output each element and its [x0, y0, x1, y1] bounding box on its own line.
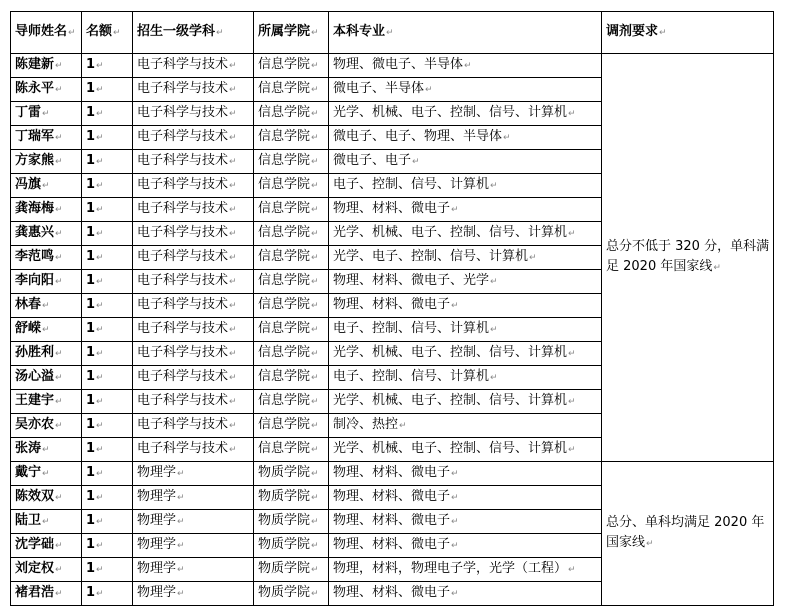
major-cell: 物理、材料、微电子↵: [329, 534, 602, 558]
major-cell: 物理、微电子、半导体↵: [329, 54, 602, 78]
advisor-name-cell: 丁瑞军↵: [11, 126, 82, 150]
table-body: [11, 54, 774, 606]
advisor-name-cell: 沈学础↵: [11, 534, 82, 558]
advisor-name-cell: 林春↵: [11, 294, 82, 318]
quota-cell: 1↵: [82, 486, 133, 510]
discipline-cell: 电子科学与技术↵: [133, 78, 254, 102]
advisor-name-cell: 陆卫↵: [11, 510, 82, 534]
advisor-name-cell: 李向阳↵: [11, 270, 82, 294]
college-cell: 信息学院↵: [254, 222, 329, 246]
college-cell: 信息学院↵: [254, 54, 329, 78]
quota-cell: 1↵: [82, 270, 133, 294]
major-cell: 物理、材料、微电子↵: [329, 294, 602, 318]
discipline-cell: 电子科学与技术↵: [133, 54, 254, 78]
major-cell: 电子、控制、信号、计算机↵: [329, 366, 602, 390]
advisor-name-cell: 刘定权↵: [11, 558, 82, 582]
advisor-table: [10, 11, 774, 606]
major-cell: 微电子、半导体↵: [329, 78, 602, 102]
discipline-cell: 电子科学与技术↵: [133, 390, 254, 414]
quota-cell: 1↵: [82, 438, 133, 462]
header-cell: 导师姓名↵: [11, 12, 82, 54]
advisor-name-cell: 方家熊↵: [11, 150, 82, 174]
major-cell: 物理、材料、微电子↵: [329, 486, 602, 510]
requirement-cell: 总分、单科均满足 2020 年国家线↵: [602, 462, 774, 606]
header-cell: 所属学院↵: [254, 12, 329, 54]
college-cell: 物质学院↵: [254, 462, 329, 486]
college-cell: 信息学院↵: [254, 102, 329, 126]
major-cell: 光学、机械、电子、控制、信号、计算机↵: [329, 438, 602, 462]
college-cell: 信息学院↵: [254, 294, 329, 318]
major-cell: 物理、材料、微电子、光学↵: [329, 270, 602, 294]
college-cell: 信息学院↵: [254, 366, 329, 390]
quota-cell: 1↵: [82, 78, 133, 102]
quota-cell: 1↵: [82, 102, 133, 126]
discipline-cell: 电子科学与技术↵: [133, 174, 254, 198]
major-cell: 光学、电子、控制、信号、计算机↵: [329, 246, 602, 270]
advisor-name-cell: 陈效双↵: [11, 486, 82, 510]
college-cell: 信息学院↵: [254, 318, 329, 342]
advisor-name-cell: 褚君浩↵: [11, 582, 82, 606]
advisor-name-cell: 龚海梅↵: [11, 198, 82, 222]
discipline-cell: 电子科学与技术↵: [133, 198, 254, 222]
discipline-cell: 电子科学与技术↵: [133, 294, 254, 318]
advisor-name-cell: 吴亦农↵: [11, 414, 82, 438]
college-cell: 信息学院↵: [254, 414, 329, 438]
quota-cell: 1↵: [82, 222, 133, 246]
header-row: [11, 12, 774, 54]
major-cell: 物理、材料、微电子↵: [329, 198, 602, 222]
discipline-cell: 电子科学与技术↵: [133, 222, 254, 246]
quota-cell: 1↵: [82, 534, 133, 558]
header-cell: 调剂要求↵: [602, 12, 774, 54]
major-cell: 微电子、电子、物理、半导体↵: [329, 126, 602, 150]
discipline-cell: 电子科学与技术↵: [133, 150, 254, 174]
header-cell: 本科专业↵: [329, 12, 602, 54]
quota-cell: 1↵: [82, 342, 133, 366]
advisor-name-cell: 陈建新↵: [11, 54, 82, 78]
discipline-cell: 电子科学与技术↵: [133, 126, 254, 150]
discipline-cell: 电子科学与技术↵: [133, 102, 254, 126]
discipline-cell: 物理学↵: [133, 558, 254, 582]
discipline-cell: 电子科学与技术↵: [133, 342, 254, 366]
advisor-name-cell: 陈永平↵: [11, 78, 82, 102]
major-cell: 物理、材料、微电子↵: [329, 510, 602, 534]
quota-cell: 1↵: [82, 390, 133, 414]
discipline-cell: 物理学↵: [133, 462, 254, 486]
college-cell: 物质学院↵: [254, 558, 329, 582]
requirement-cell: 总分不低于 320 分，单科满足 2020 年国家线↵: [602, 54, 774, 462]
major-cell: 电子、控制、信号、计算机↵: [329, 318, 602, 342]
major-cell: 光学、机械、电子、控制、信号、计算机↵: [329, 390, 602, 414]
major-cell: 光学、机械、电子、控制、信号、计算机↵: [329, 342, 602, 366]
table-row: [11, 54, 774, 78]
quota-cell: 1↵: [82, 294, 133, 318]
advisor-name-cell: 冯旗↵: [11, 174, 82, 198]
quota-cell: 1↵: [82, 414, 133, 438]
advisor-name-cell: 龚惠兴↵: [11, 222, 82, 246]
advisor-name-cell: 王建宇↵: [11, 390, 82, 414]
table-row: [11, 462, 774, 486]
major-cell: 物理，材料，物理电子学，光学（工程）↵: [329, 558, 602, 582]
major-cell: 制冷、热控↵: [329, 414, 602, 438]
college-cell: 物质学院↵: [254, 510, 329, 534]
college-cell: 信息学院↵: [254, 342, 329, 366]
discipline-cell: 电子科学与技术↵: [133, 414, 254, 438]
college-cell: 信息学院↵: [254, 150, 329, 174]
college-cell: 信息学院↵: [254, 126, 329, 150]
college-cell: 信息学院↵: [254, 78, 329, 102]
major-cell: 物理、材料、微电子↵: [329, 582, 602, 606]
discipline-cell: 电子科学与技术↵: [133, 318, 254, 342]
college-cell: 信息学院↵: [254, 390, 329, 414]
quota-cell: 1↵: [82, 174, 133, 198]
college-cell: 信息学院↵: [254, 438, 329, 462]
major-cell: 物理、材料、微电子↵: [329, 462, 602, 486]
discipline-cell: 电子科学与技术↵: [133, 270, 254, 294]
quota-cell: 1↵: [82, 198, 133, 222]
header-cell: 名额↵: [82, 12, 133, 54]
discipline-cell: 电子科学与技术↵: [133, 438, 254, 462]
quota-cell: 1↵: [82, 558, 133, 582]
quota-cell: 1↵: [82, 462, 133, 486]
quota-cell: 1↵: [82, 126, 133, 150]
advisor-name-cell: 舒嵘↵: [11, 318, 82, 342]
quota-cell: 1↵: [82, 318, 133, 342]
header-cell: 招生一级学科↵: [133, 12, 254, 54]
advisor-name-cell: 孙胜利↵: [11, 342, 82, 366]
college-cell: 物质学院↵: [254, 486, 329, 510]
discipline-cell: 物理学↵: [133, 582, 254, 606]
quota-cell: 1↵: [82, 246, 133, 270]
quota-cell: 1↵: [82, 582, 133, 606]
discipline-cell: 电子科学与技术↵: [133, 366, 254, 390]
college-cell: 物质学院↵: [254, 582, 329, 606]
major-cell: 光学、机械、电子、控制、信号、计算机↵: [329, 102, 602, 126]
advisor-name-cell: 汤心溢↵: [11, 366, 82, 390]
discipline-cell: 物理学↵: [133, 486, 254, 510]
advisor-name-cell: 戴宁↵: [11, 462, 82, 486]
quota-cell: 1↵: [82, 54, 133, 78]
major-cell: 电子、控制、信号、计算机↵: [329, 174, 602, 198]
college-cell: 信息学院↵: [254, 246, 329, 270]
college-cell: 信息学院↵: [254, 174, 329, 198]
major-cell: 微电子、电子↵: [329, 150, 602, 174]
advisor-name-cell: 李范鸣↵: [11, 246, 82, 270]
discipline-cell: 电子科学与技术↵: [133, 246, 254, 270]
college-cell: 物质学院↵: [254, 534, 329, 558]
college-cell: 信息学院↵: [254, 198, 329, 222]
major-cell: 光学、机械、电子、控制、信号、计算机↵: [329, 222, 602, 246]
college-cell: 信息学院↵: [254, 270, 329, 294]
advisor-name-cell: 丁雷↵: [11, 102, 82, 126]
discipline-cell: 物理学↵: [133, 510, 254, 534]
advisor-name-cell: 张涛↵: [11, 438, 82, 462]
quota-cell: 1↵: [82, 510, 133, 534]
quota-cell: 1↵: [82, 366, 133, 390]
quota-cell: 1↵: [82, 150, 133, 174]
discipline-cell: 物理学↵: [133, 534, 254, 558]
